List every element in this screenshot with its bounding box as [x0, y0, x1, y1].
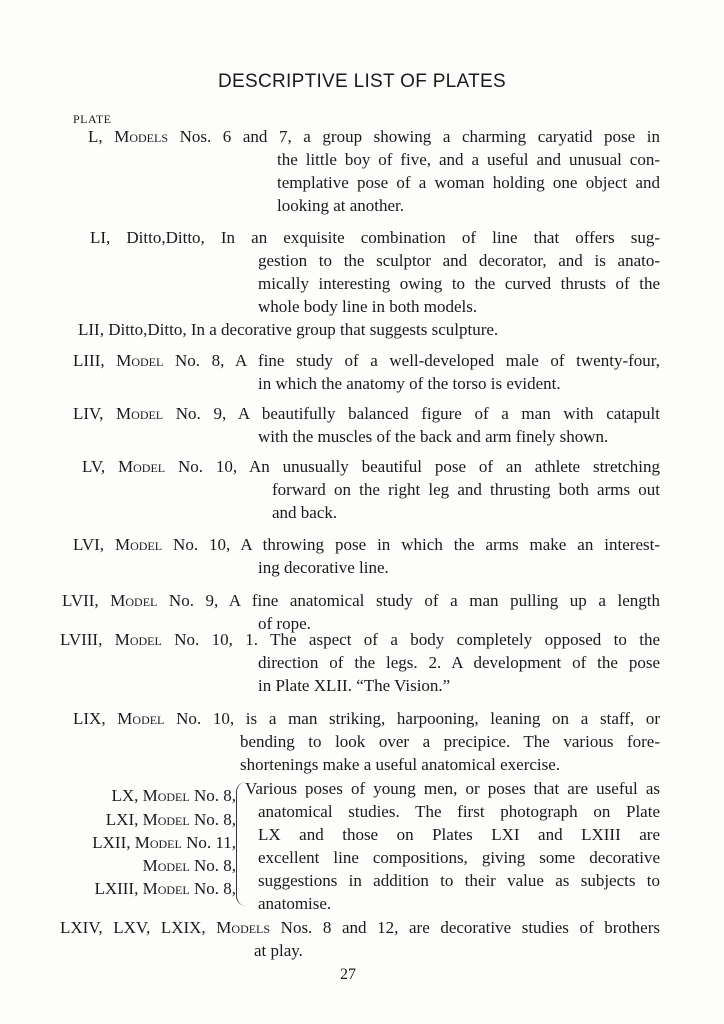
plate-label-part: No. 8, [189, 810, 236, 829]
plate-label-part: Model [116, 404, 164, 423]
plate-label-part: Models [216, 918, 271, 937]
plate-label-part: LVIII, [60, 630, 115, 649]
entry-description: A beautifully balanced figure of a man with catapult [226, 404, 661, 423]
plate-label [73, 709, 234, 728]
plate-label [78, 320, 147, 339]
entry-description: Ditto, In an exquisite combination of line that offers sug- [165, 228, 660, 247]
plate-column-heading: PLATE [73, 112, 112, 126]
plate-label [73, 404, 226, 423]
entry-description: a group showing a charming caryatid pose in [291, 127, 660, 146]
plate-label [60, 918, 398, 937]
plate-label-part: Model [142, 879, 190, 898]
entry-first-line [73, 349, 660, 372]
entry-continuation-line: the little boy of five, and a useful and unusual con- [277, 150, 660, 169]
group-description-line: excellent line compositions, giving some decorative [258, 848, 660, 867]
plate-label [82, 457, 237, 476]
entry-first-line [60, 916, 660, 939]
entry-description: An unusually beautiful pose of an athlete stretching [237, 457, 660, 476]
entry-continuation-line: ing decorative line. [258, 558, 389, 577]
page-number: 27 [340, 966, 356, 983]
plate-label-part: Model [142, 856, 190, 875]
entry-description: 1. The aspect of a body completely opposed to the [232, 630, 661, 649]
page-title: DESCRIPTIVE LIST OF PLATES [218, 71, 506, 92]
entry-continuation-line: in Plate XLII. “The Vision.” [258, 676, 451, 695]
entry-continuation-line: shortenings make a useful anatomical exercise. [240, 755, 561, 774]
group-plate-label [94, 877, 236, 900]
entry-first-line [62, 589, 660, 612]
plate-label-part: LIII, [73, 351, 117, 370]
entry-first-line [73, 533, 660, 556]
entry-description: is a man striking, harpooning, leaning on a staff, or [234, 709, 661, 728]
plate-label-part: LXIV, LXV, LXIX, [60, 918, 217, 937]
entry-first-line [82, 455, 660, 478]
plate-label-part: No. 10, [164, 709, 235, 728]
plate-label-part: Model [134, 833, 182, 852]
group-description-line: LX and those on Plates LXI and LXIII are [258, 825, 660, 844]
entry-first-line [60, 628, 660, 651]
entry-description: are decorative studies of brothers [398, 918, 660, 937]
entry-continuation-line: bending to look over a precipice. The various fore- [240, 732, 660, 751]
plate-label-part: Model [116, 351, 164, 370]
group-plate-label [111, 784, 236, 807]
group-plate-label [143, 854, 236, 877]
plate-label-part: Nos. 6 and 7, [168, 127, 292, 146]
entry-description: A fine study of a well-developed male of twenty-four, [224, 351, 661, 370]
plate-label-part: LX, [111, 786, 143, 805]
entry-continuation-line: and back. [272, 503, 338, 522]
plate-label [73, 535, 230, 554]
plate-label-part: LXI, [105, 810, 143, 829]
entry-first-line [78, 318, 660, 341]
entry-first-line [88, 125, 660, 148]
entry-description: A throwing pose in which the arms make an interest- [230, 535, 660, 554]
plate-label-part: LV, [82, 457, 119, 476]
plate-label-part: LII, Ditto, [78, 320, 148, 339]
plate-label-part: No. 9, [157, 591, 219, 610]
plate-label-part: LXIII, [94, 879, 143, 898]
plate-label-part: LI, Ditto, [90, 228, 166, 247]
entry-continuation-line: whole body line in both models. [258, 297, 478, 316]
entry-first-line [73, 707, 660, 730]
entry-first-line [73, 402, 660, 425]
plate-label [90, 228, 166, 247]
plate-label-part: LIV, [73, 404, 117, 423]
group-plate-label [106, 808, 236, 831]
group-description-line: suggestions in addition to their value as subjects to [258, 871, 660, 890]
group-description-line: anatomical studies. The first photograph on Plate [258, 802, 660, 821]
entry-first-line [90, 226, 660, 249]
plate-label-part: No. 10, [161, 630, 233, 649]
plate-label-part: LVII, [62, 591, 111, 610]
plate-label-part: LIX, [73, 709, 118, 728]
entry-continuation-line: with the muscles of the back and arm finely shown. [258, 427, 609, 446]
entry-continuation-line: of rope. [258, 614, 311, 633]
plate-label-part: Models [114, 127, 169, 146]
entry-continuation-line: mically interesting owing to the curved thrusts of the [258, 274, 660, 293]
entry-continuation-line: in which the anatomy of the torso is evident. [258, 374, 561, 393]
entry-continuation-line: at play. [254, 941, 303, 960]
plate-label-part: Model [114, 630, 162, 649]
plate-label-part: No. 11, [181, 833, 236, 852]
plate-label-part: Model [142, 786, 190, 805]
entry-continuation-line: direction of the legs. 2. A development of the pose [258, 653, 660, 672]
brace-bracket [236, 782, 247, 906]
entry-continuation-line: gestion to the sculptor and decorator, and is anato- [258, 251, 660, 270]
plate-label-part: LVI, [73, 535, 115, 554]
plate-label [88, 127, 292, 146]
plate-label-part: Model [118, 457, 166, 476]
plate-label-part: No. 8, [189, 786, 236, 805]
plate-label-part: No. 9, [163, 404, 227, 423]
group-description-line: anatomise. [258, 894, 332, 913]
entry-continuation-line: forward on the right leg and thrusting both arms out [272, 480, 660, 499]
group-plate-label [92, 831, 236, 854]
plate-label-part: Model [110, 591, 158, 610]
plate-label-part: LXII, [92, 833, 135, 852]
entry-description: Ditto, In a decorative group that suggests sculpture. [147, 320, 499, 339]
entry-continuation-line: templative pose of a woman holding one object and [277, 173, 660, 192]
plate-label-part: No. 8, [189, 856, 236, 875]
plate-label-part: No. 10, [162, 535, 231, 554]
plate-label-part: L, [88, 127, 115, 146]
entry-description: A fine anatomical study of a man pulling up a length [218, 591, 660, 610]
plate-label-part: No. 10, [165, 457, 238, 476]
plate-label-part: No. 8, [163, 351, 225, 370]
plate-label [62, 591, 218, 610]
entry-continuation-line: looking at another. [277, 196, 405, 215]
plate-label-part: No. 8, [189, 879, 236, 898]
plate-label [73, 351, 224, 370]
group-description-line: Various poses of young men, or poses that are useful as [245, 779, 660, 798]
plate-label [60, 630, 233, 649]
plate-label-part: Nos. 8 and 12, [270, 918, 399, 937]
plate-label-part: Model [117, 709, 165, 728]
plate-label-part: Model [142, 810, 190, 829]
plate-label-part: Model [114, 535, 163, 554]
